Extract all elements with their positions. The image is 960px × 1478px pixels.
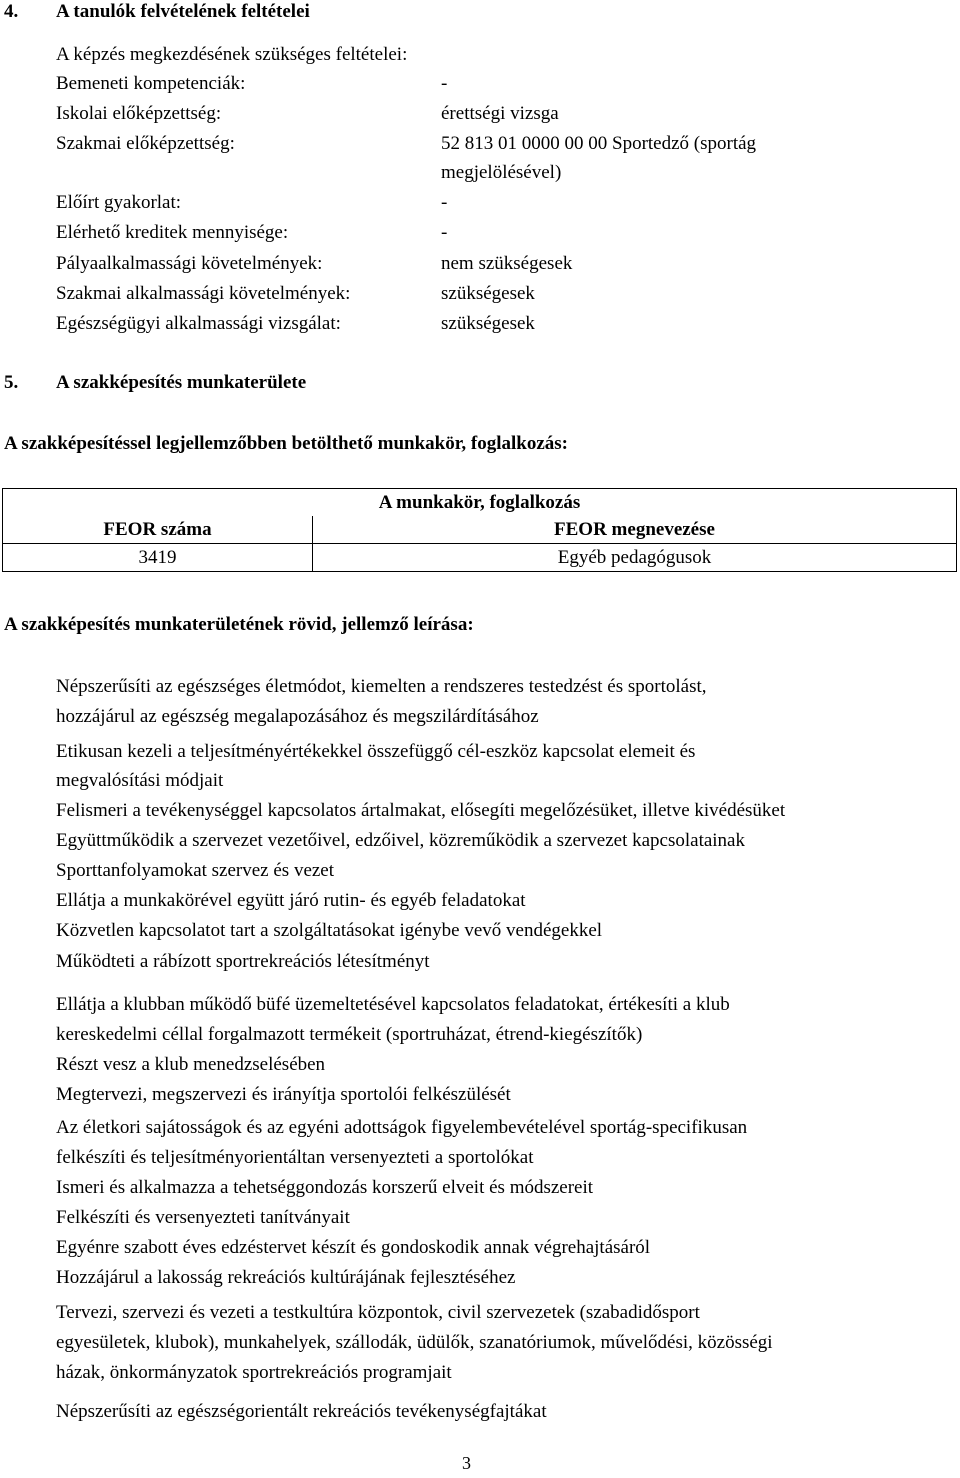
table-header-row	[3, 516, 957, 544]
list-item: Sporttanfolyamokat szervez és vezet	[56, 860, 335, 881]
section-5-subtitle: A szakképesítéssel legjellemzőbben betölthető munkakör, foglalkozás:	[4, 433, 569, 454]
req-label: Elérhető kreditek mennyisége:	[56, 222, 289, 243]
req-value: szükségesek	[441, 313, 535, 334]
req-value: szükségesek	[441, 283, 535, 304]
list-item: Részt vesz a klub menedzselésében	[56, 1054, 326, 1075]
req-value: 52 813 01 0000 00 00 Sportedző (sportág	[441, 133, 757, 154]
col-header-feor-code: FEOR száma	[3, 516, 313, 544]
feor-table	[2, 488, 957, 572]
req-value: -	[441, 192, 448, 213]
req-value-continued: megjelölésével)	[441, 162, 562, 183]
list-item: Működteti a rábízott sportrekreációs létesítményt	[56, 951, 430, 972]
section-5-title: A szakképesítés munkaterülete	[56, 372, 307, 393]
list-item: Etikusan kezeli a teljesítményértékekkel összefüggő cél-eszköz kapcsolat elemeit és	[56, 741, 696, 762]
list-item: Közvetlen kapcsolatot tart a szolgáltatásokat igénybe vevő vendégekkel	[56, 920, 603, 941]
description-heading: A szakképesítés munkaterületének rövid, jellemző leírása:	[4, 614, 474, 635]
list-item: kereskedelmi céllal forgalmazott termékeit (sportruházat, étrend-kiegészítők)	[56, 1024, 643, 1045]
list-item: hozzájárul az egészség megalapozásához és megszilárdításához	[56, 706, 539, 727]
list-item: Az életkori sajátosságok és az egyéni adottságok figyelembevételével sportág-specifikusan	[56, 1117, 748, 1138]
list-item: egyesületek, klubok), munkahelyek, szállodák, üdülők, szanatóriumok, művelődési, közösségi	[56, 1332, 773, 1353]
list-item: Megtervezi, megszervezi és irányítja sportolói felkészülését	[56, 1084, 511, 1105]
list-item: Ellátja a klubban működő büfé üzemeltetésével kapcsolatos feladatokat, értékesíti a klub	[56, 994, 730, 1015]
section-4-title: A tanulók felvételének feltételei	[56, 1, 310, 22]
list-item: Ismeri és alkalmazza a tehetséggondozás korszerű elveit és módszereit	[56, 1177, 594, 1198]
req-label: Iskolai előképzettség:	[56, 103, 222, 124]
req-label: Pályaalkalmassági követelmények:	[56, 253, 323, 274]
list-item: Tervezi, szervezi és vezeti a testkultúra központok, civil szervezetek (szabadidősport	[56, 1302, 700, 1323]
table-header-row	[3, 489, 957, 517]
req-label: Szakmai alkalmassági követelmények:	[56, 283, 351, 304]
req-value: -	[441, 222, 448, 243]
req-label: Egészségügyi alkalmassági vizsgálat:	[56, 313, 341, 334]
req-value: -	[441, 73, 448, 94]
list-item: Népszerűsíti az egészséges életmódot, kiemelten a rendszeres testedzést és sportolást,	[56, 676, 707, 697]
list-item: Népszerűsíti az egészségorientált rekreációs tevékenységfajtákat	[56, 1401, 547, 1422]
req-label: Szakmai előképzettség:	[56, 133, 235, 154]
section-4-number: 4.	[4, 1, 19, 22]
feor-code-cell: 3419	[3, 544, 313, 572]
list-item: házak, önkormányzatok sportrekreációs programjait	[56, 1362, 452, 1383]
req-label: Bemeneti kompetenciák:	[56, 73, 246, 94]
section-5-number: 5.	[4, 372, 19, 393]
req-value: érettségi vizsga	[441, 103, 559, 124]
table-row	[3, 544, 957, 572]
feor-name-cell: Egyéb pedagógusok	[313, 544, 957, 572]
col-header-feor-name: FEOR megnevezése	[313, 516, 957, 544]
section-4-intro: A képzés megkezdésének szükséges feltételei:	[56, 44, 408, 65]
list-item: felkészíti és teljesítményorientáltan versenyezteti a sportolókat	[56, 1147, 534, 1168]
list-item: Ellátja a munkakörével együtt járó rutin- és egyéb feladatokat	[56, 890, 526, 911]
table-header-top: A munkakör, foglalkozás	[3, 489, 957, 517]
list-item: Felkészíti és versenyezteti tanítványait	[56, 1207, 350, 1228]
list-item: Egyénre szabott éves edzéstervet készít és gondoskodik annak végrehajtásáról	[56, 1237, 651, 1258]
list-item: Hozzájárul a lakosság rekreációs kultúrájának fejlesztéséhez	[56, 1267, 516, 1288]
list-item: Együttműködik a szervezet vezetőivel, edzőivel, közreműködik a szervezet kapcsolatainak	[56, 830, 745, 851]
list-item: Felismeri a tevékenységgel kapcsolatos ártalmakat, elősegíti megelőzésüket, illetve kivédésüket	[56, 800, 786, 821]
list-item: megvalósítási módjait	[56, 770, 224, 791]
req-label: Előírt gyakorlat:	[56, 192, 182, 213]
req-value: nem szükségesek	[441, 253, 573, 274]
page-number: 3	[462, 1453, 471, 1473]
